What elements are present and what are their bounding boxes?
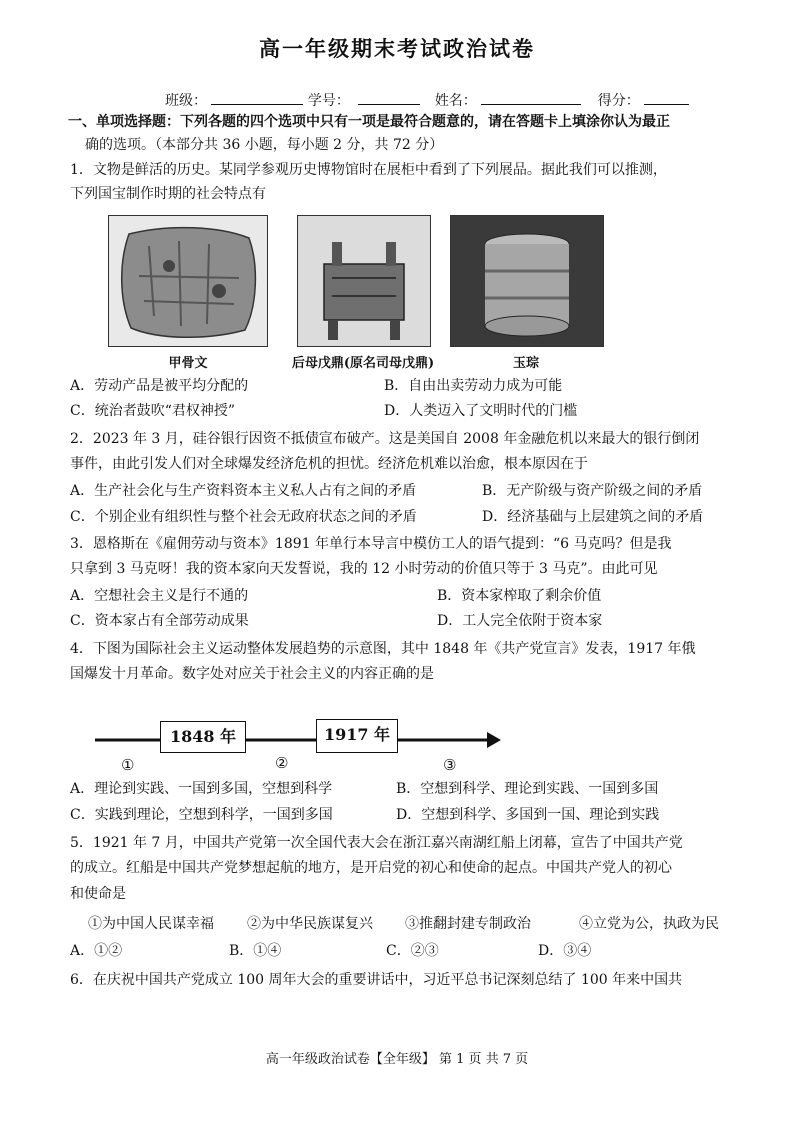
id-label: 学号： <box>307 93 350 109</box>
oracle-bone-caption: 甲骨文 <box>168 356 208 371</box>
page-title: 高一年级期末考试政治试卷 <box>259 36 535 61</box>
q1-option-b[interactable]: B．自由出卖劳动力成为可能 <box>384 378 563 394</box>
yucong-caption: 玉琮 <box>512 356 539 371</box>
houmuwu-ding-image <box>297 215 431 347</box>
q5-stem-line3: 和使命是 <box>70 886 126 902</box>
yucong-image <box>450 215 604 347</box>
q3-option-b[interactable]: B．资本家榨取了剩余价值 <box>437 588 602 604</box>
q3-option-d[interactable]: D．工人完全依附于资本家 <box>437 613 603 629</box>
section-instructions-line2: 确的选项。（本部分共 36 小题，每小题 2 分，共 72 分） <box>85 137 444 153</box>
q1-stem-line1: 1．文物是鲜活的历史。某同学参观历史博物馆时在展柜中看到了下列展品。据此我们可以推测， <box>70 162 667 178</box>
id-field[interactable] <box>358 90 420 105</box>
q2-stem-line2: 事件，由此引发人们对全球爆发经济危机的担忧。经济危机难以治愈，根本原因在于 <box>70 456 588 472</box>
q4-option-a[interactable]: A．理论到实践、一国到多国，空想到科学 <box>70 781 333 797</box>
q2-option-c[interactable]: C．个别企业有组织性与整个社会无政府状态之间的矛盾 <box>70 509 417 525</box>
q4-option-c[interactable]: C．实践到理论，空想到科学，一国到多国 <box>70 807 333 823</box>
name-label: 姓名： <box>434 93 477 109</box>
q5-statement-2: ②为中华民族谋复兴 <box>247 916 373 932</box>
q2-option-a[interactable]: A．生产社会化与生产资料资本主义私人占有之间的矛盾 <box>70 483 417 499</box>
houmuwu-ding-caption: 后母戊鼎(原名司母戊鼎) <box>291 356 435 371</box>
q1-option-a[interactable]: A．劳动产品是被平均分配的 <box>70 378 249 394</box>
info-line <box>165 90 689 110</box>
q2-option-d[interactable]: D．经济基础与上层建筑之间的矛盾 <box>482 509 704 525</box>
timeline-box-1917: 1917 年 <box>316 719 398 753</box>
q2-option-b[interactable]: B．无产阶级与资产阶级之间的矛盾 <box>482 483 703 499</box>
q5-option-b[interactable]: B．①④ <box>229 943 282 959</box>
timeline-box-1848: 1848 年 <box>160 721 246 753</box>
page-footer: 高一年级政治试卷【全年级】 第 1 页 共 7 页 <box>265 1052 529 1067</box>
class-label: 班级： <box>165 93 207 109</box>
name-field[interactable] <box>481 90 581 105</box>
q1-option-c[interactable]: C．统治者鼓吹“君权神授” <box>70 403 236 419</box>
q4-stem-line1: 4．下图为国际社会主义运动整体发展趋势的示意图，其中 1848 年《共产党宣言》发表，1917 年俄 <box>70 641 696 657</box>
q3-stem-line1: 3．恩格斯在《雇佣劳动与资本》1891 年单行本导言中模仿工人的语气提到：“6 马克吗？但是我 <box>70 536 672 552</box>
timeline-arrow <box>95 728 505 752</box>
oracle-bone-image <box>108 215 268 347</box>
class-field[interactable] <box>211 90 303 105</box>
timeline-marker-2: ② <box>275 754 289 772</box>
q5-statement-4: ④立党为公，执政为民 <box>579 916 719 932</box>
q6-stem-line1: 6．在庆祝中国共产党成立 100 周年大会的重要讲话中，习近平总书记深刻总结了 100 年来中国共 <box>70 972 683 988</box>
score-field[interactable] <box>644 90 689 105</box>
q1-option-d[interactable]: D．人类迈入了文明时代的门槛 <box>384 403 578 419</box>
q3-option-c[interactable]: C．资本家占有全部劳动成果 <box>70 613 249 629</box>
section-instructions-line1: 一、单项选择题：下列各题的四个选项中只有一项是最符合题意的，请在答题卡上填涂你认为最正 <box>68 114 670 130</box>
q3-stem-line2: 只拿到 3 马克呀！我的资本家向天发誓说，我的 12 小时劳动的价值只等于 3 马克”。由此可见 <box>70 561 658 577</box>
timeline-marker-1: ① <box>121 756 135 774</box>
q4-option-b[interactable]: B．空想到科学、理论到实践、一国到多国 <box>396 781 659 797</box>
q4-option-d[interactable]: D．空想到科学、多国到一国、理论到实践 <box>396 807 660 823</box>
score-label: 得分： <box>597 93 640 109</box>
q5-option-d[interactable]: D．③④ <box>538 943 592 959</box>
q5-statement-3: ③推翻封建专制政治 <box>405 916 531 932</box>
q2-stem-line1: 2．2023 年 3 月，硅谷银行因资不抵债宣布破产。这是美国自 2008 年金融危机以来最大的银行倒闭 <box>70 431 700 447</box>
q5-stem-line2: 的成立。红船是中国共产党梦想起航的地方，是开启党的初心和使命的起点。中国共产党人的初心 <box>70 860 672 876</box>
q5-option-c[interactable]: C．②③ <box>386 943 439 959</box>
q5-stem-line1: 5．1921 年 7 月，中国共产党第一次全国代表大会在浙江嘉兴南湖红船上闭幕，宣告了中国共产党 <box>70 835 683 851</box>
q5-statement-1: ①为中国人民谋幸福 <box>88 916 214 932</box>
q4-stem-line2: 国爆发十月革命。数字处对应关于社会主义的内容正确的是 <box>70 666 434 682</box>
q5-option-a[interactable]: A．①② <box>70 943 123 959</box>
q3-option-a[interactable]: A．空想社会主义是行不通的 <box>70 588 249 604</box>
timeline-marker-3: ③ <box>443 756 457 774</box>
q1-stem-line2: 下列国宝制作时期的社会特点有 <box>70 186 266 202</box>
